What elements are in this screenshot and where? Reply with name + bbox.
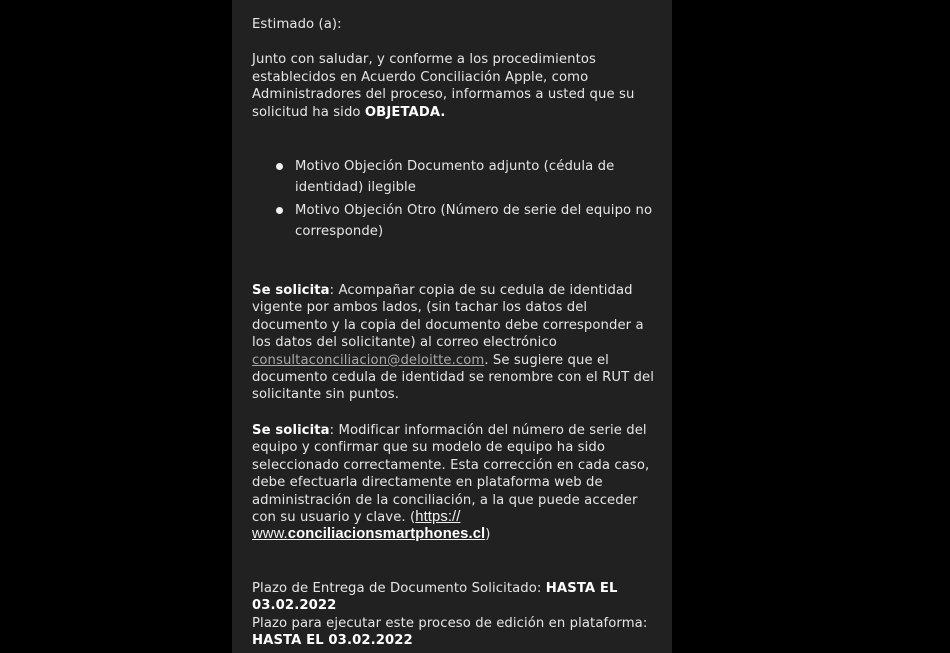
request-label: Se solicita (252, 283, 330, 299)
request-serial-text-end: ) (485, 527, 491, 543)
deadline-platform-label: Plazo para ejecutar este proceso de edición en plataforma: (252, 615, 648, 631)
request-label: Se solicita (252, 422, 330, 438)
deadline-platform (252, 615, 664, 650)
bullet-icon (276, 163, 283, 170)
request-document-text-end: . Se sugiere que el documento cedula de identidad se renombre con el RUT del solicitante sin puntos. (252, 352, 655, 403)
platform-link-prefix: https:// (415, 508, 461, 525)
deadline-platform-date: HASTA EL 03.02.2022 (252, 632, 413, 648)
request-serial-text: : Modificar información del número de serie del equipo y confirmar que su modelo de equipo ha sido seleccionado correctamente. Esta corrección en cada caso, debe efectuarla directamente en plataforma web de administración de la conciliación, a la que puede acceder con su usuario y clave. ( (252, 422, 650, 525)
email-body (252, 16, 664, 649)
objection-reason-text: Motivo Objeción Otro (Número de serie del equipo no corresponde) (295, 203, 653, 239)
platform-link-www: www. (252, 526, 288, 543)
bullet-icon (276, 207, 283, 214)
objection-reason-item (295, 201, 664, 242)
deadline-document-label: Plazo de Entrega de Documento Solicitado: (252, 580, 546, 596)
objection-reasons-list (252, 157, 664, 242)
status-objetada: OBJETADA. (364, 104, 446, 120)
objection-reason-item (295, 157, 664, 198)
intro-paragraph (252, 51, 664, 121)
request-serial-paragraph (252, 422, 664, 544)
deadline-document-date: HASTA EL 03.02.2022 (252, 580, 618, 614)
platform-link-domain: conciliacionsmartphones.cl (287, 526, 486, 543)
request-document-paragraph (252, 282, 664, 404)
intro-text: Junto con saludar, y conforme a los procedimientos establecidos en Acuerdo Conciliación Apple, como Administradores del proceso, informamos a usted que su solicitud ha sido (252, 52, 635, 120)
objection-reason-text: Motivo Objeción Documento adjunto (cédula de identidad) ilegible (295, 159, 615, 195)
request-document-text: : Acompañar copia de su cedula de identidad vigente por ambos lados, (sin tachar los datos del documento y la copia del documento debe corresponder a los datos del solicitante) al correo electrónico (252, 283, 644, 351)
email-panel (232, 0, 672, 653)
deadline-document (252, 580, 664, 615)
greeting: Estimado (a): (252, 17, 342, 32)
contact-email-link[interactable]: consultaconciliacion@deloitte.com (252, 352, 485, 368)
